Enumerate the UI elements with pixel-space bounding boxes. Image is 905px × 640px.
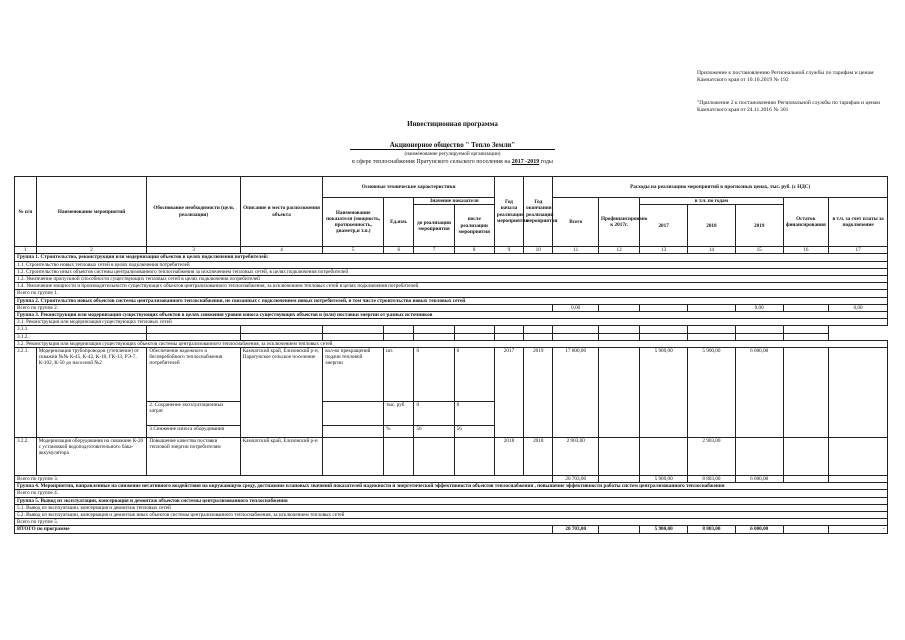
subgroup-row: 1.4. Увеличение мощности и производительности существующих объектов централизованного теплоснабжения, за исключением тепловых сетей в целях подключения потребителей — [15, 283, 888, 290]
col-value-group: Значение показателя — [414, 198, 494, 205]
group-3-total-row: Всего по группе 3. 20 703,00 5 900,00 8 803,00 6 000,00 — [15, 476, 888, 483]
group-1-row: Группа 1. Строительство, реконструкция или модернизация объектов в целях подключения потребителей: — [15, 254, 888, 261]
cell-fee: 0,00 — [829, 304, 888, 311]
col-number: 10 — [524, 247, 553, 254]
col-number: 6 — [384, 247, 414, 254]
col-by-year: в т.ч. по годам — [640, 198, 783, 205]
approval-line-2: "Приложение 2 к постановлению Региональной службы по тарифам и ценам Камчатского края от 24.11.2016 № 301 — [697, 100, 880, 113]
item-row-3-2-1-indicator-3: 3.Снижение износа оборудования % 56 56 — [15, 426, 888, 438]
col-number: 17 — [829, 247, 888, 254]
group-5-row: Группа 5. Вывод из эксплуатации, консервация и демонтаж объектов системы централизованного теплоснабжения — [15, 497, 888, 504]
col-indicator: Наименование показателя (мощность, протяженность, диаметр,и т.п.) — [323, 198, 384, 247]
col-number: 16 — [783, 247, 829, 254]
col-2017: 2017 — [640, 205, 688, 247]
col-number: 12 — [599, 247, 640, 254]
column-number-row — [15, 247, 888, 254]
col-number: 5 — [323, 247, 384, 254]
subgroup-row: 1.1. Строительство новых тепловых сетей в целях подключения потребителей — [15, 261, 888, 268]
grand-total-row: ИТОГО по программе 20 703,00 5 900,00 8 803,00 6 000,00 - — [15, 526, 888, 533]
col-unit: Ед.изм. — [384, 198, 414, 247]
col-justification: Обоснование необходимости (цель реализации) — [147, 177, 240, 247]
col-start-year: Год начала реализации мероприятия — [494, 177, 523, 247]
item-row-3-2-1-indicator-2: 2. Сохранение эксплуатационных затрат тыс. руб 0 0 — [15, 402, 888, 426]
group-1-total-row: Всего по группе 1. — [15, 290, 888, 297]
subgroup-row: 1.2. Строительство иных объектов системы централизованного теплоснабжения за исключением тепловых сетей, в целях подключения потребителей — [15, 268, 888, 275]
col-number: 13 — [640, 247, 688, 254]
col-number: 11 — [553, 247, 599, 254]
col-2019: 2019 — [735, 205, 783, 247]
col-remainder: Остаток финансирования — [783, 198, 829, 247]
col-expenses-group: Расходы на реализацию мероприятий в прогнозных ценах, тыс. руб. (с НДС) — [553, 177, 888, 198]
item-row-3-1-2: 3.1.2. — [15, 333, 888, 340]
col-number: 2 — [36, 247, 147, 254]
col-after: после реализации мероприятия — [454, 205, 494, 247]
program-scope: в сфере теплоснабжения Пратунского сельского поселения на 2017 -2019 годы — [352, 159, 553, 165]
group-4-total-row: Всего по группе 4. — [15, 490, 888, 497]
investment-program-table — [14, 176, 888, 534]
item-row-3-1-1: 3.1.1. — [15, 326, 888, 333]
col-incl-fee: в т.ч. за счет платы за подключение — [829, 198, 888, 247]
col-2018: 2018 — [688, 205, 736, 247]
group-3-row: Группа 3. Реконструкция или модернизация существующих объектов в целях снижения уровня износа существующих объектов и (или) поставки энергии от разных источников — [15, 312, 888, 319]
group-2-total-row: Всего по группе 2. 0,00 0,00 0,00 — [15, 304, 888, 311]
item-row-3-2-2: 3.2.2. Модернизация оборудования на скважине К-20 с установкой водоподготовительного бака-аккумулятора Повышение качества поставки тепловой энергии потребителям Камчатский край, Елизовский р-н 2018 2018 2 903,00 2 903,00 — [15, 438, 888, 476]
col-total: Всего — [553, 198, 599, 247]
subgroup-row: 3.2. Реконструкция или модернизация существующих объектов системы централизованного теплоснабжения, за исключением тепловых сетей — [15, 340, 888, 347]
subgroup-row: 5.1. Вывод из эксплуатации, консервация и демонтаж тепловых сетей — [15, 504, 888, 511]
col-num: № п/п — [15, 177, 37, 247]
group-2-row: Группа 2. Строительство новых объектов системы централизованного теплоснабжения, не связанных с подключением новых потребителей, в том числе строительство новых тепловых сетей — [15, 297, 888, 304]
col-name: Наименование мероприятий — [36, 177, 147, 247]
col-end-year: Год окончания реализации мероприятия — [524, 177, 553, 247]
col-number: 14 — [688, 247, 736, 254]
organization-note: (наименование регулируемой организации) — [404, 151, 501, 157]
col-number: 9 — [494, 247, 523, 254]
col-financed: Профинансировано к 2017г. — [599, 198, 640, 247]
cell-total: 0,00 — [553, 304, 599, 311]
group-5-total-row: Всего по группе 5. — [15, 519, 888, 526]
col-tech-group: Основные технические характеристики — [323, 177, 495, 198]
col-number: 3 — [147, 247, 240, 254]
col-number: 1 — [15, 247, 37, 254]
item-row-3-2-1: 3.2.1. Модернизация трубопроводов (утепление) от скважин №№ К-45, К-42, К-18, ГК-13, РЭ-7, К-102, К-50 до насосной №2 Обеспечение надежного и бесперебойного теплоснабжения потребителей Камчатский край, Елизовский р-н, Паратунское сельское поселение кол-во прекращений подачи тепловой энергии шт. 0 0 2017 2019 17 800,00 5 900,00 5 900,00 6 000,00 — [15, 348, 888, 402]
col-before: до реализации мероприятия — [414, 205, 454, 247]
col-location: Описание и место расположения объекта — [240, 177, 323, 247]
subgroup-row: 5.2. Вывод из эксплуатации, консервация и демонтаж иных объектов системы централизованного теплоснабжения, за исключением тепловых сетей — [15, 512, 888, 519]
approval-line-1: Приложение к постановлению Региональной службы по тарифам и ценам Камчатского края от 10.10.2019 № 192 — [697, 70, 874, 83]
group-4-row: Группа 4. Мероприятия, направленные на снижение негативного воздействия на окружающую среду, достижение плановых значений показателей надежности и энергетической эффективности объектов теплоснабжения , повышение эффективности работы систем централизованного теплоснабжения — [15, 483, 888, 490]
header-row-1 — [15, 177, 888, 198]
col-number: 4 — [240, 247, 323, 254]
col-number: 8 — [454, 247, 494, 254]
subgroup-row: 1.3. Увеличение пропускной способности существующих тепловых сетей в целях подключения потребителей — [15, 276, 888, 283]
program-title: Инвестиционная программа — [407, 120, 498, 128]
col-number: 7 — [414, 247, 454, 254]
col-number: 15 — [735, 247, 783, 254]
organization-name: Акционерное общество " Тепло Земли" — [0, 141, 905, 149]
subgroup-row: 3.1. Реконструкция или модернизация существующих тепловых сетей — [15, 319, 888, 326]
cell-2019: 0,00 — [735, 304, 783, 311]
